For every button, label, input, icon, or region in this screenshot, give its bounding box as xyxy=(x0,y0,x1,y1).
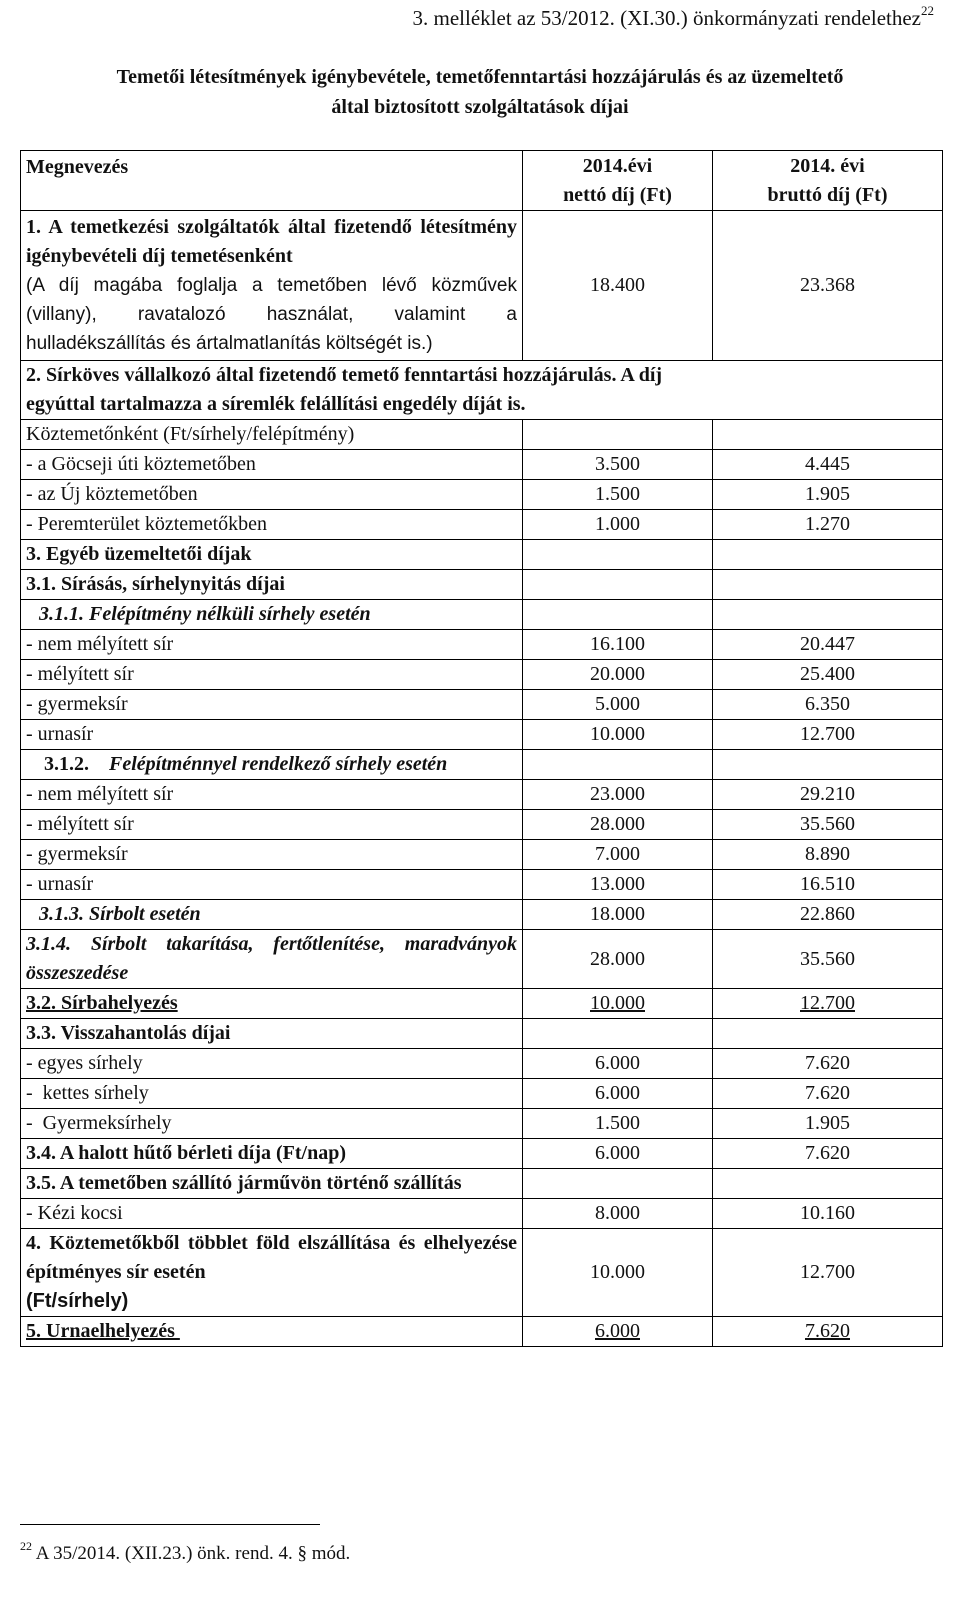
col-header-net-2: nettó díj (Ft) xyxy=(563,183,672,206)
row-312d-label: - urnasír xyxy=(21,870,523,900)
fee-table xyxy=(20,150,943,1347)
row-4-title: 4. Köztemetőkből többlet föld elszállítása és elhelyezése építményes sír esetén xyxy=(26,1232,517,1283)
col-header-net xyxy=(523,151,713,211)
row-34-gross: 7.620 xyxy=(713,1139,943,1169)
row-312c-net: 7.000 xyxy=(523,840,713,870)
row-1-net: 18.400 xyxy=(523,211,713,361)
table-row xyxy=(21,1139,943,1169)
row-314-gross: 35.560 xyxy=(713,930,943,989)
row-312b-gross: 35.560 xyxy=(713,810,943,840)
row-2-title: 2. Sírköves vállalkozó által fizetendő temető fenntartási hozzájárulás. A díj egyúttal tartalmazza a síremlék felállítási engedély díját is. xyxy=(21,361,943,420)
row-4-cell xyxy=(21,1229,523,1317)
row-31-gross xyxy=(713,570,943,600)
col-header-gross-1: 2014. évi xyxy=(790,154,865,177)
table-row xyxy=(21,1109,943,1139)
row-311-gross xyxy=(713,600,943,630)
row-2a-gross: 4.445 xyxy=(713,450,943,480)
row-2c-gross: 1.270 xyxy=(713,510,943,540)
row-33b-gross: 7.620 xyxy=(713,1079,943,1109)
title-line-1: Temetői létesítmények igénybevétele, temetőfenntartási hozzájárulás és az üzemeltető xyxy=(116,66,844,88)
row-312-net xyxy=(523,750,713,780)
row-314-label: 3.1.4. Sírbolt takarítása, fertőtlenítése, maradványok összeszedése xyxy=(21,930,523,989)
table-header-row xyxy=(21,151,943,211)
row-33c-label: - Gyermeksírhely xyxy=(21,1109,523,1139)
row-5-cell xyxy=(21,1317,523,1347)
row-313-gross: 22.860 xyxy=(713,900,943,930)
row-35a-label: - Kézi kocsi xyxy=(21,1199,523,1229)
row-31-net xyxy=(523,570,713,600)
table-row xyxy=(21,420,943,450)
table-row xyxy=(21,570,943,600)
table-row xyxy=(21,870,943,900)
table-row xyxy=(21,840,943,870)
row-31-title: 3.1. Sírásás, sírhelynyitás díjai xyxy=(21,570,523,600)
footnote-separator xyxy=(20,1524,320,1525)
row-2c-net: 1.000 xyxy=(523,510,713,540)
row-311c-gross: 6.350 xyxy=(713,690,943,720)
row-4-net: 10.000 xyxy=(523,1229,713,1317)
annex-header-text: 3. melléklet az 53/2012. (XI.30.) önkormányzati rendelethez xyxy=(412,6,921,30)
row-311a-net: 16.100 xyxy=(523,630,713,660)
row-312-gross xyxy=(713,750,943,780)
table-row xyxy=(21,361,943,420)
row-311c-net: 5.000 xyxy=(523,690,713,720)
table-row xyxy=(21,690,943,720)
row-1-description: (A díj magába foglalja a temetőben lévő közművek (villany), ravatalozó használat, valamint a hulladékszállítás és ártalmatlanítás költségét is.) xyxy=(26,275,517,354)
table-row xyxy=(21,510,943,540)
table-row xyxy=(21,1079,943,1109)
row-32-cell xyxy=(21,989,523,1019)
footnote xyxy=(20,1539,351,1565)
row-33a-net: 6.000 xyxy=(523,1049,713,1079)
row-2b-gross: 1.905 xyxy=(713,480,943,510)
row-5-net: 6.000 xyxy=(595,1320,640,1342)
row-313-net: 18.000 xyxy=(523,900,713,930)
row-311b-label: - mélyített sír xyxy=(21,660,523,690)
row-32-label: 3.2. Sírbahelyezés xyxy=(26,992,178,1014)
footnote-text: A 35/2014. (XII.23.) önk. rend. 4. § mód. xyxy=(32,1543,351,1564)
row-312d-gross: 16.510 xyxy=(713,870,943,900)
row-5-label: 5. Urnaelhelyezés xyxy=(26,1320,180,1342)
table-row xyxy=(21,1317,943,1347)
col-header-gross-2: bruttó díj (Ft) xyxy=(767,183,888,206)
row-314-net: 28.000 xyxy=(523,930,713,989)
table-row xyxy=(21,930,943,989)
document-title xyxy=(20,62,940,122)
row-2b-net: 1.500 xyxy=(523,480,713,510)
row-312c-label: - gyermeksír xyxy=(21,840,523,870)
row-312a-gross: 29.210 xyxy=(713,780,943,810)
row-33-gross xyxy=(713,1019,943,1049)
row-32-net: 10.000 xyxy=(590,992,645,1014)
table-row xyxy=(21,540,943,570)
col-header-name: Megnevezés xyxy=(21,151,523,211)
row-33c-net: 1.500 xyxy=(523,1109,713,1139)
row-33a-label: - egyes sírhely xyxy=(21,1049,523,1079)
table-row xyxy=(21,780,943,810)
row-311b-net: 20.000 xyxy=(523,660,713,690)
annex-header xyxy=(412,3,934,31)
col-header-gross xyxy=(713,151,943,211)
row-33a-gross: 7.620 xyxy=(713,1049,943,1079)
table-row xyxy=(21,750,943,780)
row-312-title: Felépítménnyel rendelkező sírhely esetén xyxy=(109,753,448,775)
row-312-cell xyxy=(21,750,523,780)
row-2-subtitle: Köztemetőnként (Ft/sírhely/felépítmény) xyxy=(21,420,523,450)
row-311b-gross: 25.400 xyxy=(713,660,943,690)
row-311a-label: - nem mélyített sír xyxy=(21,630,523,660)
row-32-gross: 12.700 xyxy=(800,992,855,1014)
row-5-gross-cell xyxy=(713,1317,943,1347)
row-35-net xyxy=(523,1169,713,1199)
row-2a-label: - a Göcseji úti köztemetőben xyxy=(21,450,523,480)
row-2-sub-net xyxy=(523,420,713,450)
table-row xyxy=(21,480,943,510)
table-row xyxy=(21,660,943,690)
table-row xyxy=(21,600,943,630)
row-311a-gross: 20.447 xyxy=(713,630,943,660)
table-row xyxy=(21,1049,943,1079)
table-row xyxy=(21,630,943,660)
table-row xyxy=(21,989,943,1019)
row-33b-label: - kettes sírhely xyxy=(21,1079,523,1109)
row-2c-label: - Peremterület köztemetőkben xyxy=(21,510,523,540)
row-34-net: 6.000 xyxy=(523,1139,713,1169)
row-1-gross: 23.368 xyxy=(713,211,943,361)
row-312b-label: - mélyített sír xyxy=(21,810,523,840)
row-1-title: 1. A temetkezési szolgáltatók által fizetendő létesítmény igénybevételi díj temetésenként xyxy=(26,216,517,267)
row-33-title: 3.3. Visszahantolás díjai xyxy=(21,1019,523,1049)
row-312b-net: 28.000 xyxy=(523,810,713,840)
row-312-number: 3.1.2. xyxy=(44,753,89,775)
table-row xyxy=(21,450,943,480)
table-row xyxy=(21,1169,943,1199)
row-3-title: 3. Egyéb üzemeltetői díjak xyxy=(21,540,523,570)
row-5-gross: 7.620 xyxy=(805,1320,850,1342)
col-header-net-1: 2014.évi xyxy=(582,154,653,177)
row-312a-net: 23.000 xyxy=(523,780,713,810)
row-311d-label: - urnasír xyxy=(21,720,523,750)
row-33c-gross: 1.905 xyxy=(713,1109,943,1139)
row-311c-label: - gyermeksír xyxy=(21,690,523,720)
row-33b-net: 6.000 xyxy=(523,1079,713,1109)
table-row xyxy=(21,1229,943,1317)
table-row xyxy=(21,1019,943,1049)
row-312a-label: - nem mélyített sír xyxy=(21,780,523,810)
footnote-ref: 22 xyxy=(921,3,934,18)
row-2-sub-gross xyxy=(713,420,943,450)
row-5-net-cell xyxy=(523,1317,713,1347)
row-311d-net: 10.000 xyxy=(523,720,713,750)
table-row xyxy=(21,810,943,840)
row-2b-label: - az Új köztemetőben xyxy=(21,480,523,510)
row-32-gross-cell xyxy=(713,989,943,1019)
row-312c-gross: 8.890 xyxy=(713,840,943,870)
row-35-title: 3.5. A temetőben szállító járművön történő szállítás xyxy=(21,1169,523,1199)
row-35a-net: 8.000 xyxy=(523,1199,713,1229)
row-35a-gross: 10.160 xyxy=(713,1199,943,1229)
footnote-number: 22 xyxy=(20,1539,32,1553)
row-3-gross xyxy=(713,540,943,570)
row-312d-net: 13.000 xyxy=(523,870,713,900)
title-line-2: által biztosított szolgáltatások díjai xyxy=(331,96,629,118)
table-row xyxy=(21,211,943,361)
row-34-label: 3.4. A halott hűtő bérleti díja (Ft/nap) xyxy=(21,1139,523,1169)
row-311d-gross: 12.700 xyxy=(713,720,943,750)
row-3-net xyxy=(523,540,713,570)
row-313-label: 3.1.3. Sírbolt esetén xyxy=(21,900,523,930)
row-2a-net: 3.500 xyxy=(523,450,713,480)
row-1-cell xyxy=(21,211,523,361)
row-311-net xyxy=(523,600,713,630)
table-row xyxy=(21,900,943,930)
row-33-net xyxy=(523,1019,713,1049)
row-35-gross xyxy=(713,1169,943,1199)
row-4-unit: (Ft/sírhely) xyxy=(26,1290,129,1312)
row-4-gross: 12.700 xyxy=(713,1229,943,1317)
table-row xyxy=(21,720,943,750)
row-311-title: 3.1.1. Felépítmény nélküli sírhely esetén xyxy=(21,600,523,630)
row-32-net-cell xyxy=(523,989,713,1019)
table-row xyxy=(21,1199,943,1229)
